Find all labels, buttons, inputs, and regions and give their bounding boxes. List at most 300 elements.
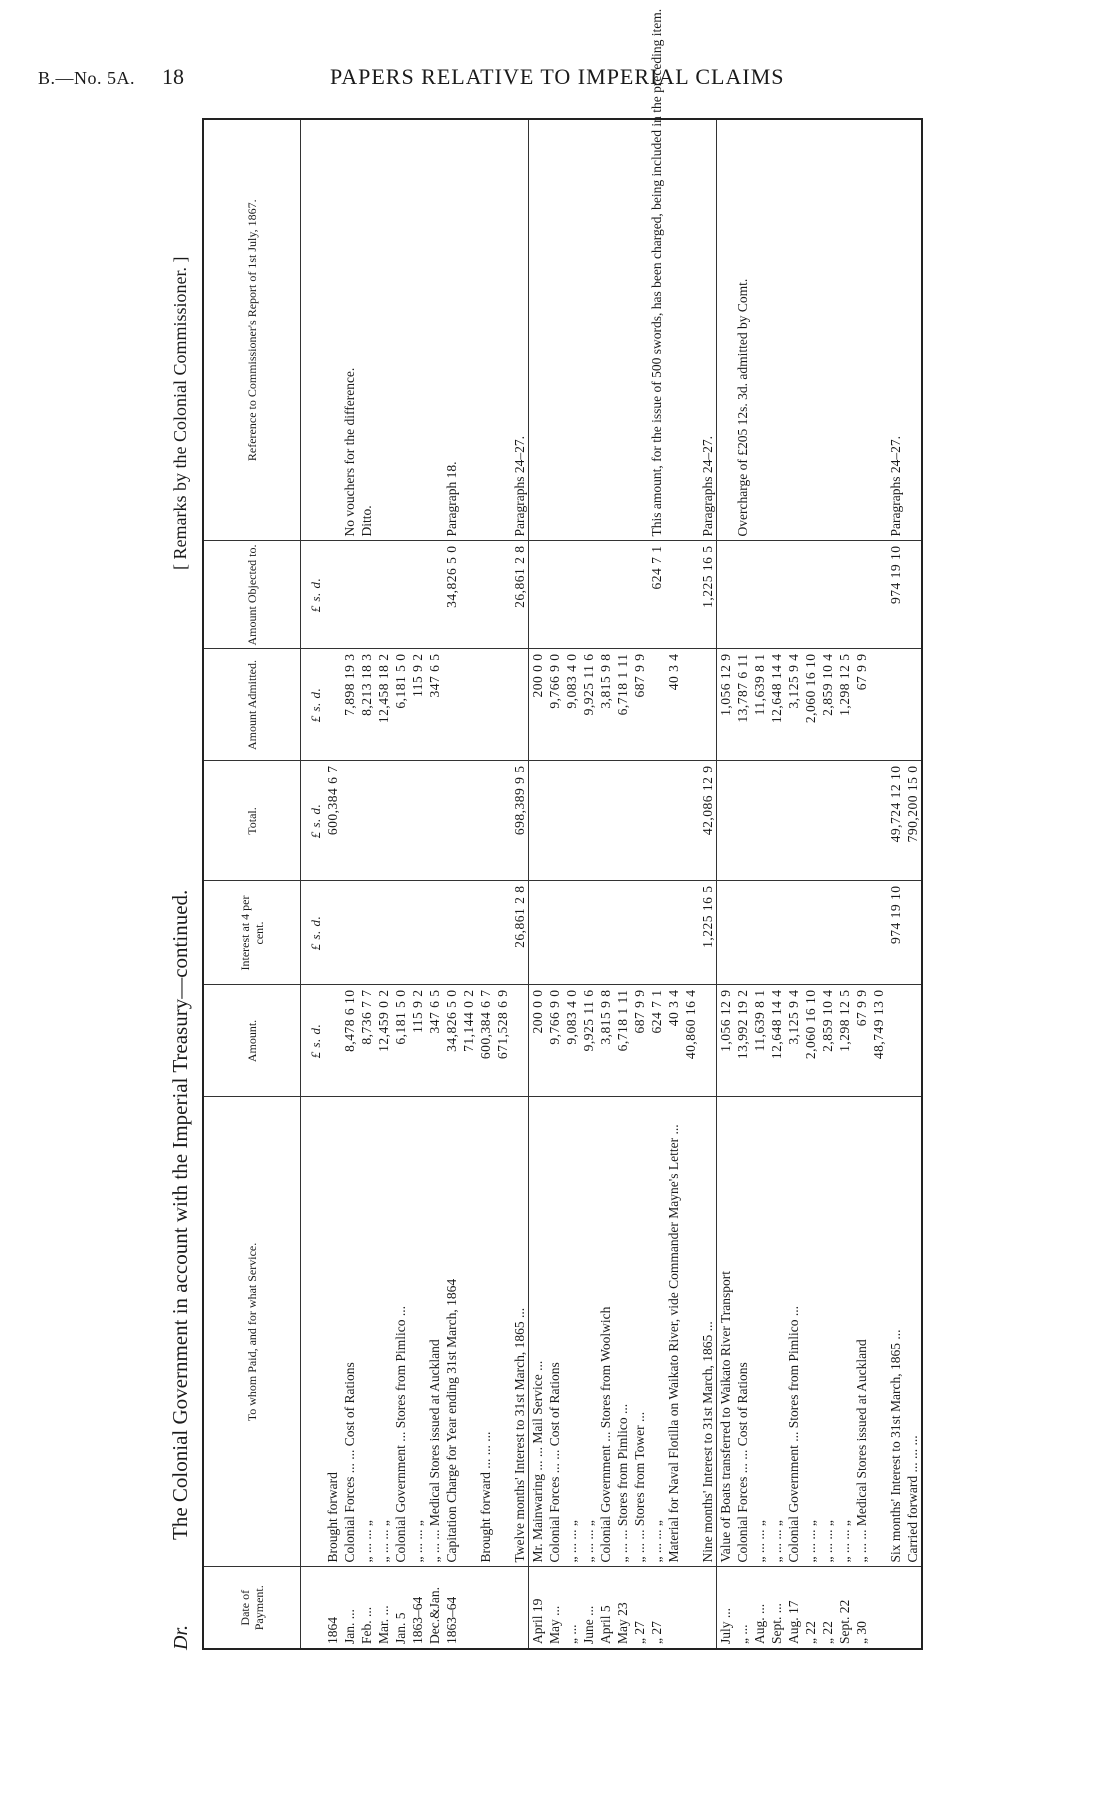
row-reference xyxy=(597,119,614,541)
row-date xyxy=(904,1567,922,1649)
row-amount: 13,992 19 2 xyxy=(734,985,751,1097)
page-title: PAPERS RELATIVE TO IMPERIAL CLAIMS xyxy=(330,64,785,89)
row-amount: 1,056 12 9 xyxy=(717,985,735,1097)
row-interest xyxy=(580,881,597,985)
row-admitted: 13,787 6 11 xyxy=(734,649,751,761)
row-total xyxy=(614,761,631,881)
row-amount: 8,478 6 10 xyxy=(341,985,358,1097)
row-objected xyxy=(682,541,699,649)
row-interest xyxy=(802,881,819,985)
row-admitted: 12,648 14 4 xyxy=(768,649,785,761)
row-payee: Colonial Forces ... ... Cost of Rations xyxy=(734,1097,751,1567)
row-reference xyxy=(529,119,547,541)
row-amount: 11,639 8 1 xyxy=(751,985,768,1097)
row-interest xyxy=(853,881,870,985)
row-date xyxy=(699,1567,717,1649)
col-reference: Reference to Commissioner's Report of 1st July, 1867. xyxy=(203,119,301,541)
row-interest xyxy=(904,881,922,985)
row-payee: „ ... ... „ xyxy=(648,1097,665,1567)
row-admitted: 2,859 10 4 xyxy=(819,649,836,761)
row-date: Sept. ... xyxy=(768,1567,785,1649)
row-reference xyxy=(785,119,802,541)
row-date xyxy=(887,1567,904,1649)
row-interest xyxy=(717,881,735,985)
row-objected xyxy=(904,541,922,649)
row-payee: Mr. Mainwaring ... ... Mail Service ... xyxy=(529,1097,547,1567)
row-date xyxy=(494,1567,511,1649)
row-payee: Brought forward ... ... ... xyxy=(477,1097,494,1567)
row-objected xyxy=(546,541,563,649)
col-total: Total. xyxy=(203,761,301,881)
row-admitted: 3,815 9 8 xyxy=(597,649,614,761)
row-objected xyxy=(751,541,768,649)
row-total xyxy=(392,761,409,881)
row-payee: Material for Naval Flotilla on Waikato River, vide Commander Mayne's Letter ... xyxy=(665,1097,682,1567)
row-amount: 3,815 9 8 xyxy=(597,985,614,1097)
row-admitted: 687 9 9 xyxy=(631,649,648,761)
row-interest xyxy=(460,881,477,985)
row-amount: 6,181 5 0 xyxy=(392,985,409,1097)
table-row xyxy=(580,119,597,1649)
row-objected xyxy=(529,541,547,649)
row-date: Jan. ... xyxy=(341,1567,358,1649)
row-admitted: 1,056 12 9 xyxy=(717,649,735,761)
row-reference xyxy=(460,119,477,541)
table-row xyxy=(477,119,494,1649)
debit-label: Dr. xyxy=(170,1624,192,1650)
row-payee: „ ... ... „ xyxy=(802,1097,819,1567)
row-objected xyxy=(563,541,580,649)
row-amount xyxy=(904,985,922,1097)
row-interest xyxy=(648,881,665,985)
row-interest: 26,861 2 8 xyxy=(511,881,529,985)
units-objected: £ s. d. xyxy=(301,541,325,649)
row-amount: 9,766 9 0 xyxy=(546,985,563,1097)
row-admitted: 200 0 0 xyxy=(529,649,547,761)
row-admitted: 1,298 12 5 xyxy=(836,649,853,761)
row-date: Jan. 5 xyxy=(392,1567,409,1649)
row-admitted: 9,083 4 0 xyxy=(563,649,580,761)
row-reference xyxy=(904,119,922,541)
row-interest xyxy=(734,881,751,985)
row-total xyxy=(836,761,853,881)
row-date: „ 30 xyxy=(853,1567,870,1649)
row-objected xyxy=(853,541,870,649)
row-total xyxy=(529,761,547,881)
column-headers xyxy=(203,119,301,1649)
row-admitted xyxy=(870,649,887,761)
row-payee: Carried forward ... ... ... xyxy=(904,1097,922,1567)
row-amount: 687 9 9 xyxy=(631,985,648,1097)
table-row xyxy=(734,119,751,1649)
row-date: „ 22 xyxy=(802,1567,819,1649)
row-total xyxy=(751,761,768,881)
row-reference xyxy=(375,119,392,541)
row-objected xyxy=(324,541,341,649)
row-date: Sept. 22 xyxy=(836,1567,853,1649)
row-payee xyxy=(460,1097,477,1567)
row-total: 790,200 15 0 xyxy=(904,761,922,881)
table-row xyxy=(324,119,341,1649)
row-total: 698,389 9 5 xyxy=(511,761,529,881)
row-payee: „ ... ... „ xyxy=(819,1097,836,1567)
row-reference xyxy=(819,119,836,541)
table-row xyxy=(836,119,853,1649)
row-objected xyxy=(494,541,511,649)
row-objected xyxy=(477,541,494,649)
row-amount: 40 3 4 xyxy=(665,985,682,1097)
row-interest xyxy=(426,881,443,985)
row-amount: 200 0 0 xyxy=(529,985,547,1097)
row-total xyxy=(768,761,785,881)
row-date xyxy=(460,1567,477,1649)
row-admitted: 6,718 1 11 xyxy=(614,649,631,761)
row-objected xyxy=(717,541,735,649)
page-header xyxy=(0,64,1114,94)
row-interest xyxy=(785,881,802,985)
row-objected xyxy=(768,541,785,649)
row-interest xyxy=(494,881,511,985)
table-row xyxy=(665,119,682,1649)
row-total xyxy=(563,761,580,881)
row-payee: „ ... ... Stores from Pimlico ... xyxy=(614,1097,631,1567)
row-interest: 1,225 16 5 xyxy=(699,881,717,985)
table-row xyxy=(529,119,547,1649)
row-interest xyxy=(546,881,563,985)
row-objected xyxy=(460,541,477,649)
table-row xyxy=(426,119,443,1649)
row-objected xyxy=(802,541,819,649)
row-objected xyxy=(614,541,631,649)
table-row xyxy=(870,119,887,1649)
table-row xyxy=(682,119,699,1649)
row-interest xyxy=(392,881,409,985)
row-date: July ... xyxy=(717,1567,735,1649)
row-date xyxy=(477,1567,494,1649)
row-interest xyxy=(529,881,547,985)
row-reference xyxy=(751,119,768,541)
row-reference xyxy=(324,119,341,541)
row-reference xyxy=(665,119,682,541)
row-interest xyxy=(443,881,460,985)
row-interest: 974 19 10 xyxy=(887,881,904,985)
row-amount: 1,298 12 5 xyxy=(836,985,853,1097)
row-total xyxy=(426,761,443,881)
row-date: „ 22 xyxy=(819,1567,836,1649)
row-payee: Colonial Forces ... ... Cost of Rations xyxy=(341,1097,358,1567)
row-amount: 671,528 6 9 xyxy=(494,985,511,1097)
row-payee: „ ... ... „ xyxy=(836,1097,853,1567)
account-title: The Colonial Government in account with the Imperial Treasury—continued. xyxy=(168,889,192,1540)
row-interest xyxy=(324,881,341,985)
table-row xyxy=(887,119,904,1649)
row-payee: Colonial Government ... Stores from Pimlico ... xyxy=(785,1097,802,1567)
row-objected xyxy=(597,541,614,649)
row-payee: „ ... ... „ xyxy=(580,1097,597,1567)
row-amount: 12,459 0 2 xyxy=(375,985,392,1097)
row-amount xyxy=(887,985,904,1097)
row-amount xyxy=(511,985,529,1097)
row-total xyxy=(631,761,648,881)
row-admitted: 3,125 9 4 xyxy=(785,649,802,761)
row-date: „ ... xyxy=(563,1567,580,1649)
row-date xyxy=(870,1567,887,1649)
row-date xyxy=(682,1567,699,1649)
remarks-heading: [ Remarks by the Colonial Commissioner. ] xyxy=(170,256,190,570)
row-payee: Capitation Charge for Year ending 31st March, 1864 xyxy=(443,1097,460,1567)
row-reference xyxy=(563,119,580,541)
row-amount: 9,925 11 6 xyxy=(580,985,597,1097)
row-objected: 624 7 1 xyxy=(648,541,665,649)
page-number: 18 xyxy=(162,64,184,89)
row-reference: Overcharge of £205 12s. 3d. admitted by Comt. xyxy=(734,119,751,541)
row-payee: Brought forward xyxy=(324,1097,341,1567)
row-reference: Paragraphs 24–27. xyxy=(699,119,717,541)
row-total xyxy=(443,761,460,881)
row-payee: Value of Boats transferred to Waikato River Transport xyxy=(717,1097,735,1567)
row-date xyxy=(511,1567,529,1649)
row-admitted: 40 3 4 xyxy=(665,649,682,761)
row-admitted xyxy=(460,649,477,761)
row-total xyxy=(546,761,563,881)
row-reference xyxy=(392,119,409,541)
row-admitted xyxy=(477,649,494,761)
col-payee: To whom Paid, and for what Service. xyxy=(203,1097,301,1567)
col-date: Date of Payment. xyxy=(203,1567,301,1649)
row-interest xyxy=(836,881,853,985)
row-reference: Ditto. xyxy=(358,119,375,541)
row-reference xyxy=(631,119,648,541)
row-date: 1863–64 xyxy=(443,1567,460,1649)
units-total: £ s. d. xyxy=(301,761,325,881)
row-objected xyxy=(836,541,853,649)
row-total: 49,724 12 10 xyxy=(887,761,904,881)
row-interest xyxy=(665,881,682,985)
table-row xyxy=(375,119,392,1649)
row-total xyxy=(597,761,614,881)
row-amount: 40,860 16 4 xyxy=(682,985,699,1097)
row-payee: Nine months' Interest to 31st March, 1865 ... xyxy=(699,1097,717,1567)
row-amount xyxy=(324,985,341,1097)
row-admitted: 2,060 16 10 xyxy=(802,649,819,761)
row-amount: 67 9 9 xyxy=(853,985,870,1097)
row-reference xyxy=(836,119,853,541)
row-payee: „ ... ... „ xyxy=(409,1097,426,1567)
row-total xyxy=(580,761,597,881)
row-amount: 71,144 0 2 xyxy=(460,985,477,1097)
row-date: April 5 xyxy=(597,1567,614,1649)
row-total xyxy=(460,761,477,881)
row-total xyxy=(665,761,682,881)
row-admitted: 6,181 5 0 xyxy=(392,649,409,761)
table-row xyxy=(563,119,580,1649)
table-row xyxy=(546,119,563,1649)
row-date: Feb. ... xyxy=(358,1567,375,1649)
row-payee: „ ... ... „ xyxy=(563,1097,580,1567)
table-row xyxy=(631,119,648,1649)
row-interest xyxy=(819,881,836,985)
row-total xyxy=(819,761,836,881)
row-amount: 9,083 4 0 xyxy=(563,985,580,1097)
row-objected xyxy=(426,541,443,649)
row-objected xyxy=(819,541,836,649)
row-reference xyxy=(546,119,563,541)
document-reference: B.—No. 5A. xyxy=(38,68,136,88)
row-amount: 347 6 5 xyxy=(426,985,443,1097)
row-admitted: 12,458 18 2 xyxy=(375,649,392,761)
row-total xyxy=(853,761,870,881)
row-payee: „ ... ... „ xyxy=(358,1097,375,1567)
row-interest xyxy=(358,881,375,985)
row-interest xyxy=(341,881,358,985)
row-admitted: 67 9 9 xyxy=(853,649,870,761)
row-admitted xyxy=(904,649,922,761)
row-interest xyxy=(631,881,648,985)
row-total: 600,384 6 7 xyxy=(324,761,341,881)
row-admitted xyxy=(324,649,341,761)
row-reference xyxy=(614,119,631,541)
units-admitted: £ s. d. xyxy=(301,649,325,761)
row-amount: 12,648 14 4 xyxy=(768,985,785,1097)
table-row xyxy=(443,119,460,1649)
row-objected xyxy=(734,541,751,649)
row-objected xyxy=(375,541,392,649)
row-payee: Colonial Government ... Stores from Woolwich xyxy=(597,1097,614,1567)
row-total xyxy=(375,761,392,881)
row-date: May ... xyxy=(546,1567,563,1649)
row-total xyxy=(477,761,494,881)
table-row xyxy=(819,119,836,1649)
row-reference xyxy=(717,119,735,541)
row-reference: No vouchers for the difference. xyxy=(341,119,358,541)
row-payee xyxy=(494,1097,511,1567)
table-row xyxy=(392,119,409,1649)
table-row xyxy=(699,119,717,1649)
col-interest: Interest at 4 per cent. xyxy=(203,881,301,985)
row-admitted xyxy=(443,649,460,761)
row-amount: 34,826 5 0 xyxy=(443,985,460,1097)
table-row xyxy=(597,119,614,1649)
row-admitted xyxy=(682,649,699,761)
row-reference: Paragraphs 24–27. xyxy=(887,119,904,541)
row-date: Mar. ... xyxy=(375,1567,392,1649)
row-interest xyxy=(768,881,785,985)
row-objected: 1,225 16 5 xyxy=(699,541,717,649)
row-amount: 2,060 16 10 xyxy=(802,985,819,1097)
row-interest xyxy=(751,881,768,985)
row-date: „ 27 xyxy=(631,1567,648,1649)
row-admitted: 7,898 19 3 xyxy=(341,649,358,761)
row-payee: Six months' Interest to 31st March, 1865 ... xyxy=(887,1097,904,1567)
row-reference xyxy=(768,119,785,541)
table-row xyxy=(614,119,631,1649)
table-row xyxy=(853,119,870,1649)
row-reference xyxy=(580,119,597,541)
row-admitted: 11,639 8 1 xyxy=(751,649,768,761)
row-payee: „ ... ... „ xyxy=(375,1097,392,1567)
row-amount: 624 7 1 xyxy=(648,985,665,1097)
row-payee xyxy=(870,1097,887,1567)
col-admitted: Amount Admitted. xyxy=(203,649,301,761)
row-reference: This amount, for the issue of 500 swords, has been charged, being included in the preceding item. xyxy=(648,119,665,541)
table-row xyxy=(648,119,665,1649)
table-row xyxy=(494,119,511,1649)
ledger-caption xyxy=(160,120,200,1650)
row-date: Aug. ... xyxy=(751,1567,768,1649)
row-reference xyxy=(494,119,511,541)
row-objected xyxy=(409,541,426,649)
row-objected xyxy=(392,541,409,649)
row-date: May 23 xyxy=(614,1567,631,1649)
row-objected: 974 19 10 xyxy=(887,541,904,649)
row-amount: 600,384 6 7 xyxy=(477,985,494,1097)
row-date: 1863–64 xyxy=(409,1567,426,1649)
table-row xyxy=(511,119,529,1649)
row-interest xyxy=(563,881,580,985)
row-date xyxy=(665,1567,682,1649)
row-total xyxy=(358,761,375,881)
row-amount: 115 9 2 xyxy=(409,985,426,1097)
row-objected xyxy=(870,541,887,649)
row-interest xyxy=(597,881,614,985)
table-row xyxy=(768,119,785,1649)
row-total xyxy=(802,761,819,881)
row-amount: 2,859 10 4 xyxy=(819,985,836,1097)
row-payee: Colonial Government ... Stores from Pimlico ... xyxy=(392,1097,409,1567)
row-objected: 26,861 2 8 xyxy=(511,541,529,649)
row-total xyxy=(494,761,511,881)
row-payee xyxy=(682,1097,699,1567)
table-row xyxy=(904,119,922,1649)
row-reference xyxy=(802,119,819,541)
row-amount xyxy=(699,985,717,1097)
row-admitted xyxy=(494,649,511,761)
units-amount: £ s. d. xyxy=(301,985,325,1097)
table-row xyxy=(717,119,735,1649)
table-row xyxy=(785,119,802,1649)
row-payee: „ ... ... Medical Stores issued at Auckland xyxy=(853,1097,870,1567)
row-total xyxy=(785,761,802,881)
row-total xyxy=(648,761,665,881)
row-admitted: 9,925 11 6 xyxy=(580,649,597,761)
row-amount: 8,736 7 7 xyxy=(358,985,375,1097)
row-reference xyxy=(853,119,870,541)
row-total xyxy=(682,761,699,881)
row-interest xyxy=(409,881,426,985)
units-row xyxy=(301,119,325,1649)
row-amount: 6,718 1 11 xyxy=(614,985,631,1097)
row-admitted xyxy=(699,649,717,761)
row-interest xyxy=(477,881,494,985)
table-row xyxy=(341,119,358,1649)
row-admitted: 115 9 2 xyxy=(409,649,426,761)
row-date: April 19 xyxy=(529,1567,547,1649)
row-admitted: 347 6 5 xyxy=(426,649,443,761)
col-amount: Amount. xyxy=(203,985,301,1097)
row-payee: „ ... ... „ xyxy=(751,1097,768,1567)
row-objected xyxy=(580,541,597,649)
row-total: 42,086 12 9 xyxy=(699,761,717,881)
row-objected xyxy=(785,541,802,649)
row-total xyxy=(734,761,751,881)
units-interest: £ s. d. xyxy=(301,881,325,985)
row-interest xyxy=(682,881,699,985)
row-payee: Twelve months' Interest to 31st March, 1865 ... xyxy=(511,1097,529,1567)
row-payee: „ ... ... „ xyxy=(768,1097,785,1567)
row-total xyxy=(870,761,887,881)
row-reference xyxy=(426,119,443,541)
row-payee: Colonial Forces ... ... Cost of Rations xyxy=(546,1097,563,1567)
